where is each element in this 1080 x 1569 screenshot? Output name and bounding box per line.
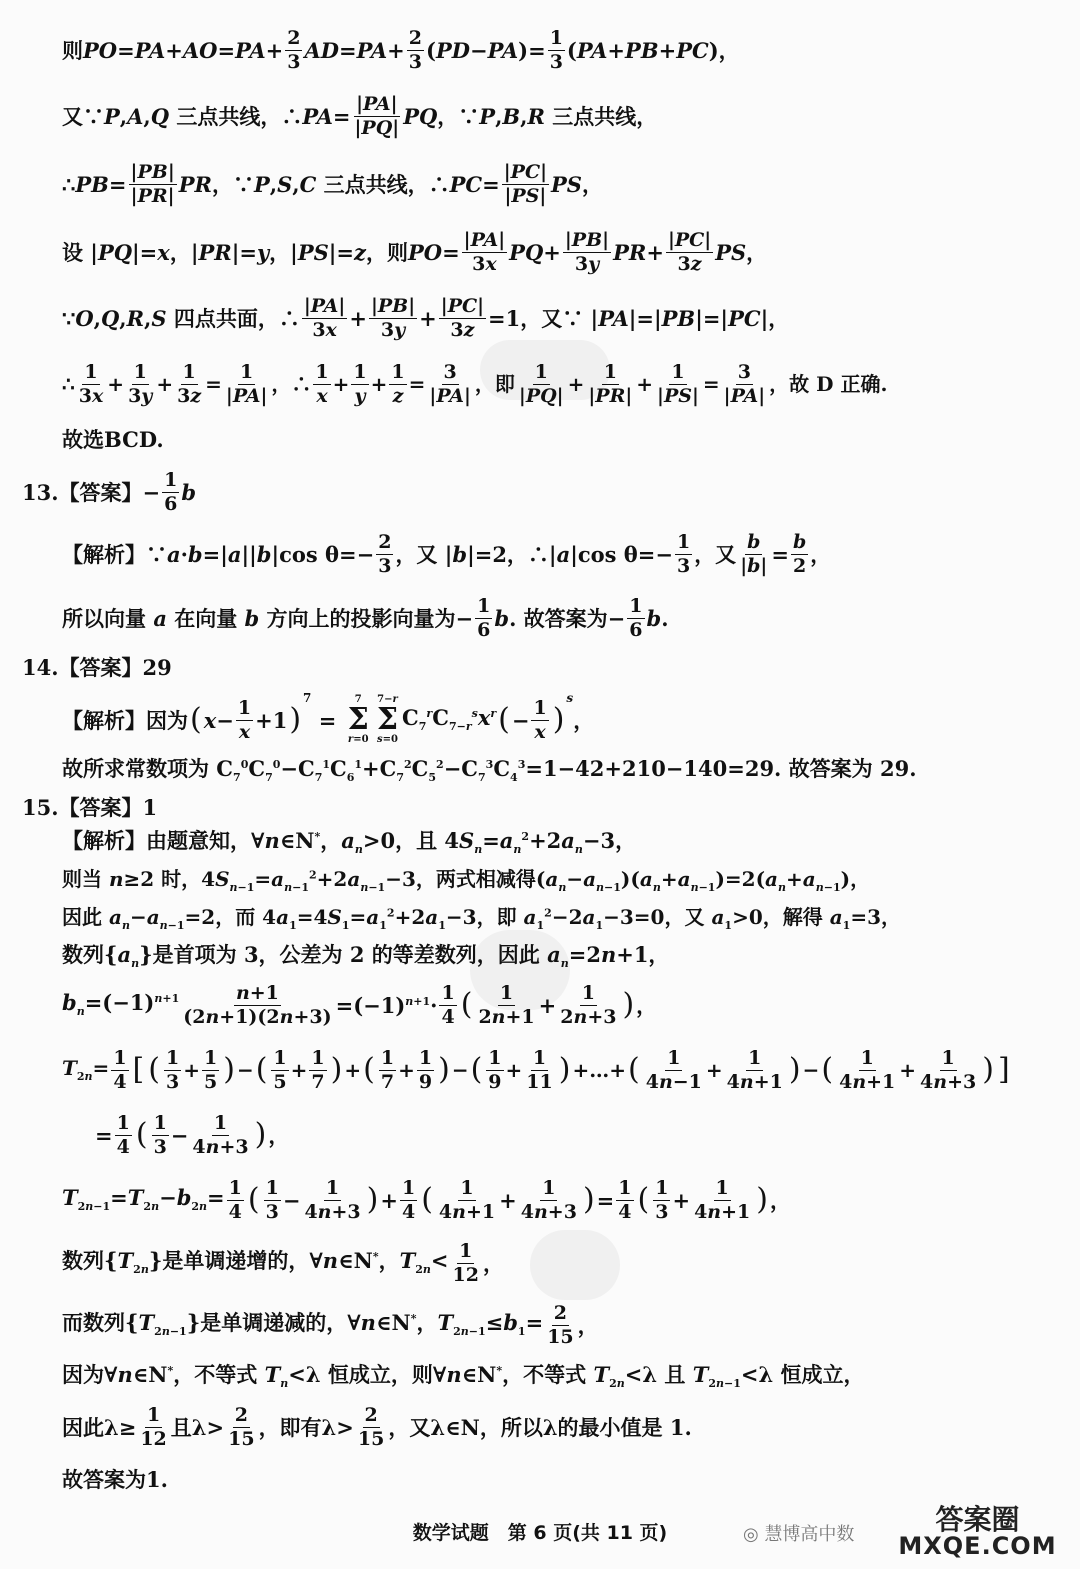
line-text: 故选BCD. xyxy=(62,426,164,452)
line-text: 15.【答案】1 xyxy=(22,794,158,820)
answer-heading-13: 13.【答案】− $\frac{1}{6}$ b xyxy=(22,468,197,515)
solution-line: 而数列$\{T_{2n-1}\}$是单调递减的，∀n∈N*，$T_{2n-1}\le b_1=$ $\frac{2}{15}$ ， xyxy=(62,1301,599,1348)
answer-heading-14 xyxy=(22,654,1060,680)
solution-line: 因此 $a_n-a_{n-1}=2$，而 $4a_1=4S_1=a_1^2+2a_1-3$，即 $a_1^2-2a_1-3=0$，又 $a_1>0$，解得 $a_1=3$， xyxy=(62,905,902,932)
solution-line xyxy=(62,426,1060,452)
solution-line: ∴PB= $\frac{|PB|}{|PR|}$ PR，∵P,S,C 三点共线，∴PC= $\frac{|PC|}{|PS|}$ PS， xyxy=(62,160,603,207)
line-text: 14.【答案】29 xyxy=(22,654,172,680)
solution-line xyxy=(62,1466,1060,1492)
wechat-watermark: ◎ 慧博高中数 xyxy=(743,1524,855,1545)
solution-line: 因为∀n∈N*，不等式 $T_n<\lambda$ 恒成立，则∀n∈N*，不等式 $T_{2n}<\lambda$ 且 $T_{2n-1}<\lambda$ 恒成立， xyxy=(62,1362,865,1391)
solution-line: 所以向量 a 在向量 b 方向上的投影向量为− $\frac{1}{6}$ b. 故答案为− $\frac{1}{6}$ b. xyxy=(62,594,669,641)
site-logo: 答案圈 MXQE.COM xyxy=(898,1503,1057,1560)
solution-line: $b_n=(-1)^{n+1}$ $\frac{n+1}{(2n+1)(2n+3)}$ $=(-1)^{n+1}\cdot$ $\frac{1}{4}$ ( $\frac{1}{2n+1}$ + $\frac{1}{2n+3}$ ) ， xyxy=(62,981,658,1028)
solution-line: ∵O,Q,R,S 四点共面，∴ $\frac{|PA|}{3x}$ + $\frac{|PB|}{3y}$ + $\frac{|PC|}{3z}$ =1，又∵ |PA|=|PB|=|PC|， xyxy=(62,294,790,341)
solution-line: 【解析】∵a·b=|a||b|cos θ=− $\frac{2}{3}$ ，又 |b|=2，∴|a|cos θ=− $\frac{1}{3}$ ，又 $\frac{b}{|b|}$ = $\frac{b}{2}$ ， xyxy=(62,530,832,577)
solution-line: 【解析】因为 ( x− $\frac{1}{x}$ +1 ) 7 = 7 Σ r=0 7−r Σ s=0 $C_7^rC_{7-r}^sx^r$ ( − $\frac{1}{x}$ ) s ， xyxy=(62,691,595,745)
solution-line: 故所求常数项为 $C_7^0C_7^0-C_7^1C_6^1+C_7^2C_5^2-C_7^3C_4^3=1-42+210-140=29$. 故答案为 29. xyxy=(62,756,917,785)
watermark-badge xyxy=(725,1498,1065,1560)
solution-line: 则PO=PA+AO=PA+ $\frac{2}{3}$ AD=PA+ $\frac{2}{3}$ (PD−PA)= $\frac{1}{3}$ (PA+PB+PC)， xyxy=(62,26,740,73)
solution-line: ∴ $\frac{1}{3x}$ + $\frac{1}{3y}$ + $\frac{1}{3z}$ = $\frac{1}{|PA|}$ ，∴ $\frac{1}{x}$ + $\frac{1}{y}$ + $\frac{1}{z}$ = $\frac{3}{|PA|}$ ，即 $\frac{1}{|PQ|}$ + $\frac{1}{|PR|}$ + $\frac{1}{|PS|}$ = $\frac{3}{|PA|}$ ，故 D 正确. xyxy=(62,360,888,407)
solution-line: 则当 n≥2 时，$4S_{n-1}=a_{n-1}^2+2a_{n-1}-3$，两式相减得$(a_n-a_{n-1})(a_n+a_{n-1})=2(a_n+a_{n-1})$， xyxy=(62,867,871,894)
page-footer: 数学试题 第 6 页(共 11 页) xyxy=(412,1522,668,1544)
answer-heading-15 xyxy=(22,794,1060,820)
solution-line: = $\frac{1}{4}$ ( $\frac{1}{3}$ − $\frac{1}{4n+3}$ ) ， xyxy=(95,1111,290,1158)
solution-line: 数列$\{T_{2n}\}$是单调递增的，∀n∈N*，$T_{2n}<$ $\frac{1}{12}$ ， xyxy=(62,1239,504,1286)
solution-line: $T_{2n-1}=T_{2n}-b_{2n}=$ $\frac{1}{4}$ ( $\frac{1}{3}$ − $\frac{1}{4n+3}$ ) + $\frac{1}{4}$ ( $\frac{1}{4n+1}$ + $\frac{1}{4n+3}$ ) = $\frac{1}{4}$ ( $\frac{1}{3}$ + $\frac{1}{4n+1}$ ) ， xyxy=(62,1176,791,1223)
solution-line: 因此λ≥ $\frac{1}{12}$ 且λ> $\frac{2}{15}$ ，即有λ> $\frac{2}{15}$ ，又λ∈N，所以λ的最小值是 1. xyxy=(62,1403,692,1450)
solution-line: 又∵P,A,Q 三点共线，∴PA= $\frac{|PA|}{|PQ|}$ PQ，∵P,B,R 三点共线， xyxy=(62,92,658,139)
solution-line: 数列$\{a_n\}$是首项为 3，公差为 2 的等差数列，因此 $a_n=2n+1$， xyxy=(62,942,670,971)
solution-line: 【解析】由题意知，∀n∈N*，$a_n>0$，且 $4S_n=a_n^2+2a_n-3$， xyxy=(62,828,637,857)
line-text: 故答案为1. xyxy=(62,1466,168,1492)
solution-line: 设 |PQ|=x，|PR|=y，|PS|=z，则PO= $\frac{|PA|}{3x}$ PQ+ $\frac{|PB|}{3y}$ PR+ $\frac{|PC|}{3z}$ PS， xyxy=(62,228,768,275)
solution-line: $T_{2n}=$ $\frac{1}{4}$ [ ( $\frac{1}{3}$ + $\frac{1}{5}$ ) − ( $\frac{1}{5}$ + $\frac{1}{7}$ ) + ( $\frac{1}{7}$ + $\frac{1}{9}$ ) − ( $\frac{1}{9}$ + $\frac{1}{11}$ ) +…+ ( $\frac{1}{4n-1}$ + $\frac{1}{4n+1}$ ) − ( $\frac{1}{4n+1}$ + $\frac{1}{4n+3}$ ) ] xyxy=(62,1046,1010,1093)
